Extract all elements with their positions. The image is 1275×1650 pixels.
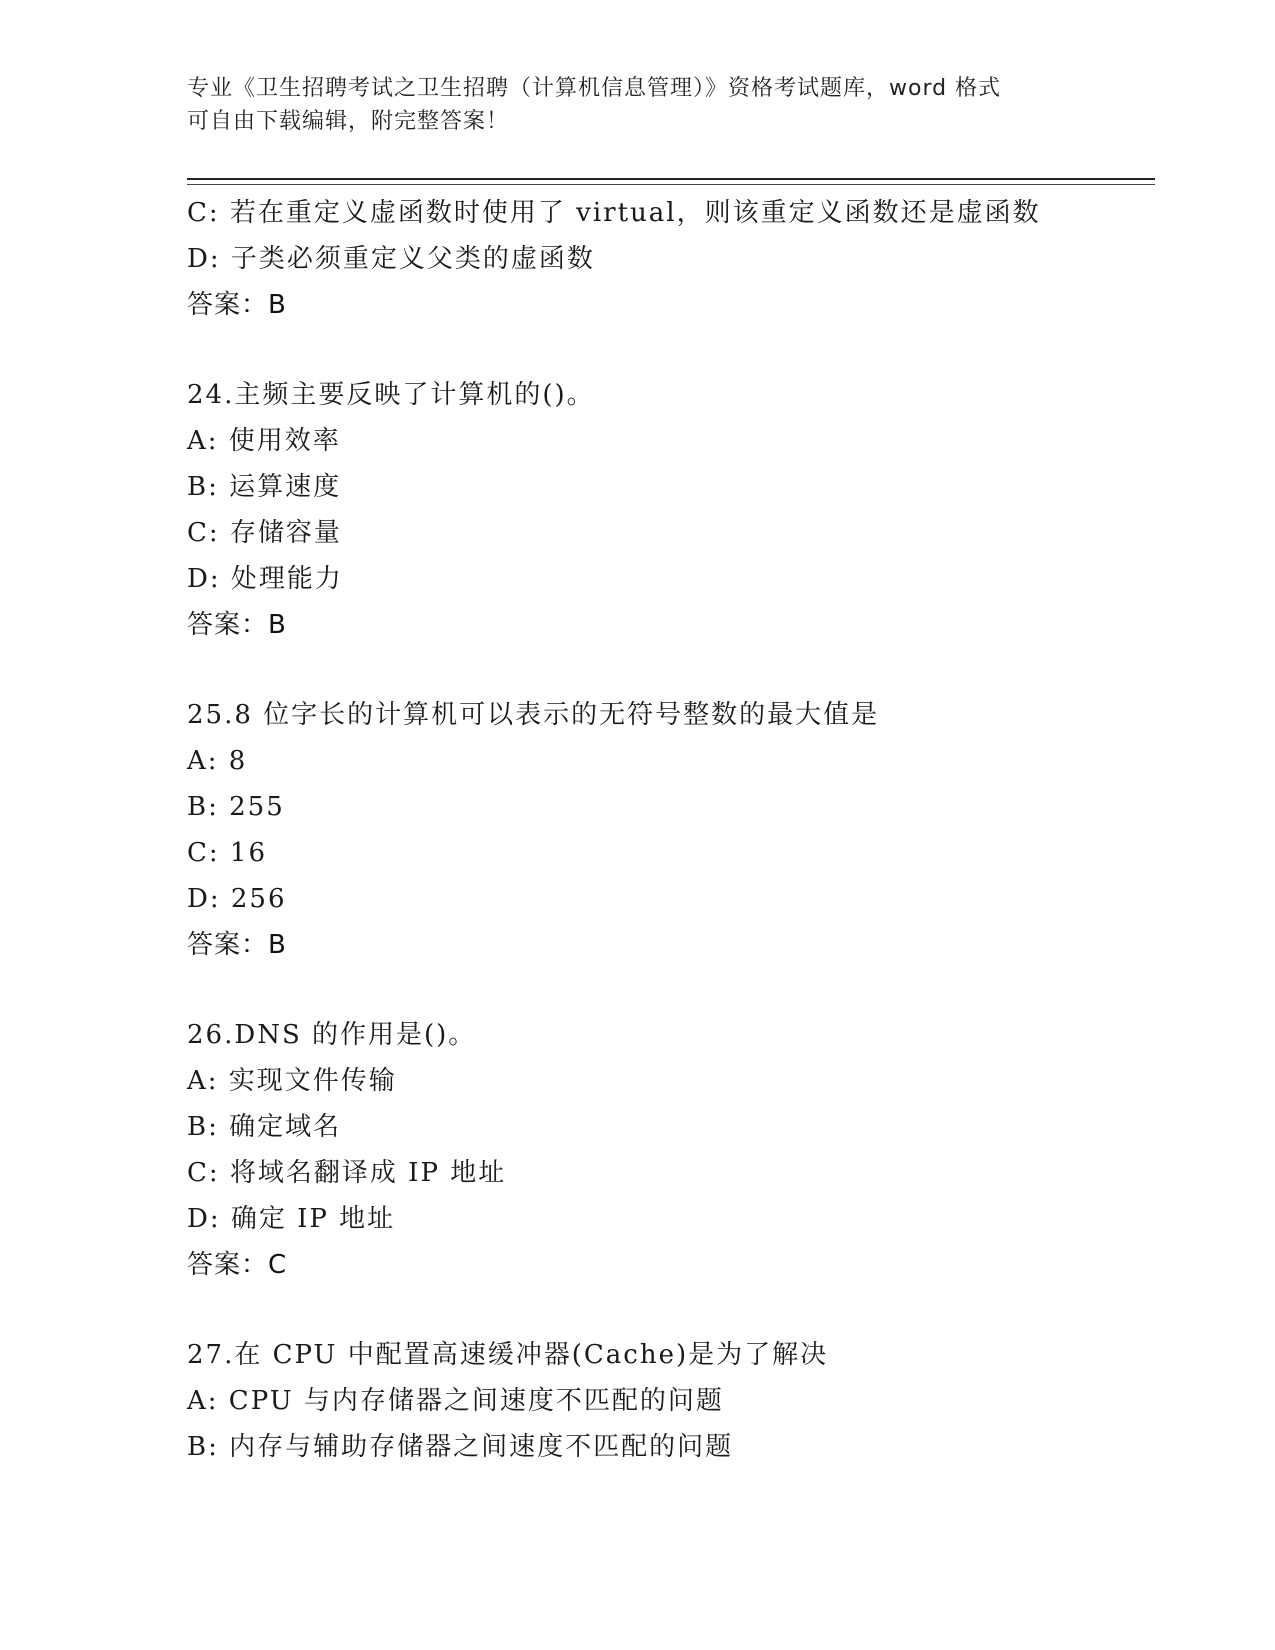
option-b: B: 内存与辅助存储器之间速度不匹配的问题 [187, 1432, 734, 1462]
option-c: C: 16 [187, 838, 268, 868]
option-b: B: 运算速度 [187, 472, 342, 502]
option-c: C: 将域名翻译成 IP 地址 [187, 1158, 507, 1188]
answer-line: 答案：C [187, 1250, 288, 1280]
question-stem: 27.在 CPU 中配置高速缓冲器(Cache)是为了解决 [187, 1340, 829, 1370]
option-c: C: 存储容量 [187, 518, 342, 548]
question-25 [187, 692, 1147, 968]
question-23-continuation [187, 190, 1147, 328]
question-stem: 26.DNS 的作用是()。 [187, 1020, 477, 1050]
question-27 [187, 1332, 1147, 1470]
option-b: B: 确定域名 [187, 1112, 342, 1142]
question-24 [187, 372, 1147, 648]
question-stem: 25.8 位字长的计算机可以表示的无符号整数的最大值是 [187, 700, 880, 730]
option-c: C: 若在重定义虚函数时使用了 virtual，则该重定义函数还是虚函数 [187, 198, 1041, 228]
option-d: D: 处理能力 [187, 564, 343, 594]
answer-line: 答案：B [187, 930, 287, 960]
header-divider-thick [187, 178, 1155, 180]
option-d: D: 确定 IP 地址 [187, 1204, 396, 1234]
answer-line: 答案：B [187, 290, 287, 320]
question-26 [187, 1012, 1147, 1288]
option-a: A: CPU 与内存储器之间速度不匹配的问题 [187, 1386, 724, 1416]
option-d: D: 子类必须重定义父类的虚函数 [187, 244, 595, 274]
header-title-line-1: 专业《卫生招聘考试之卫生招聘（计算机信息管理）》资格考试题库，word 格式 [187, 76, 1002, 101]
option-a: A: 实现文件传输 [187, 1066, 397, 1096]
option-a: A: 8 [187, 746, 248, 776]
option-d: D: 256 [187, 884, 287, 914]
header-divider-thin [187, 184, 1155, 185]
question-stem: 24.主频主要反映了计算机的()。 [187, 380, 595, 410]
document-header [187, 72, 1087, 138]
answer-line: 答案：B [187, 610, 287, 640]
option-b: B: 255 [187, 792, 285, 822]
option-a: A: 使用效率 [187, 426, 341, 456]
header-title-line-2: 可自由下载编辑，附完整答案！ [187, 109, 510, 134]
question-content [187, 190, 1147, 1470]
